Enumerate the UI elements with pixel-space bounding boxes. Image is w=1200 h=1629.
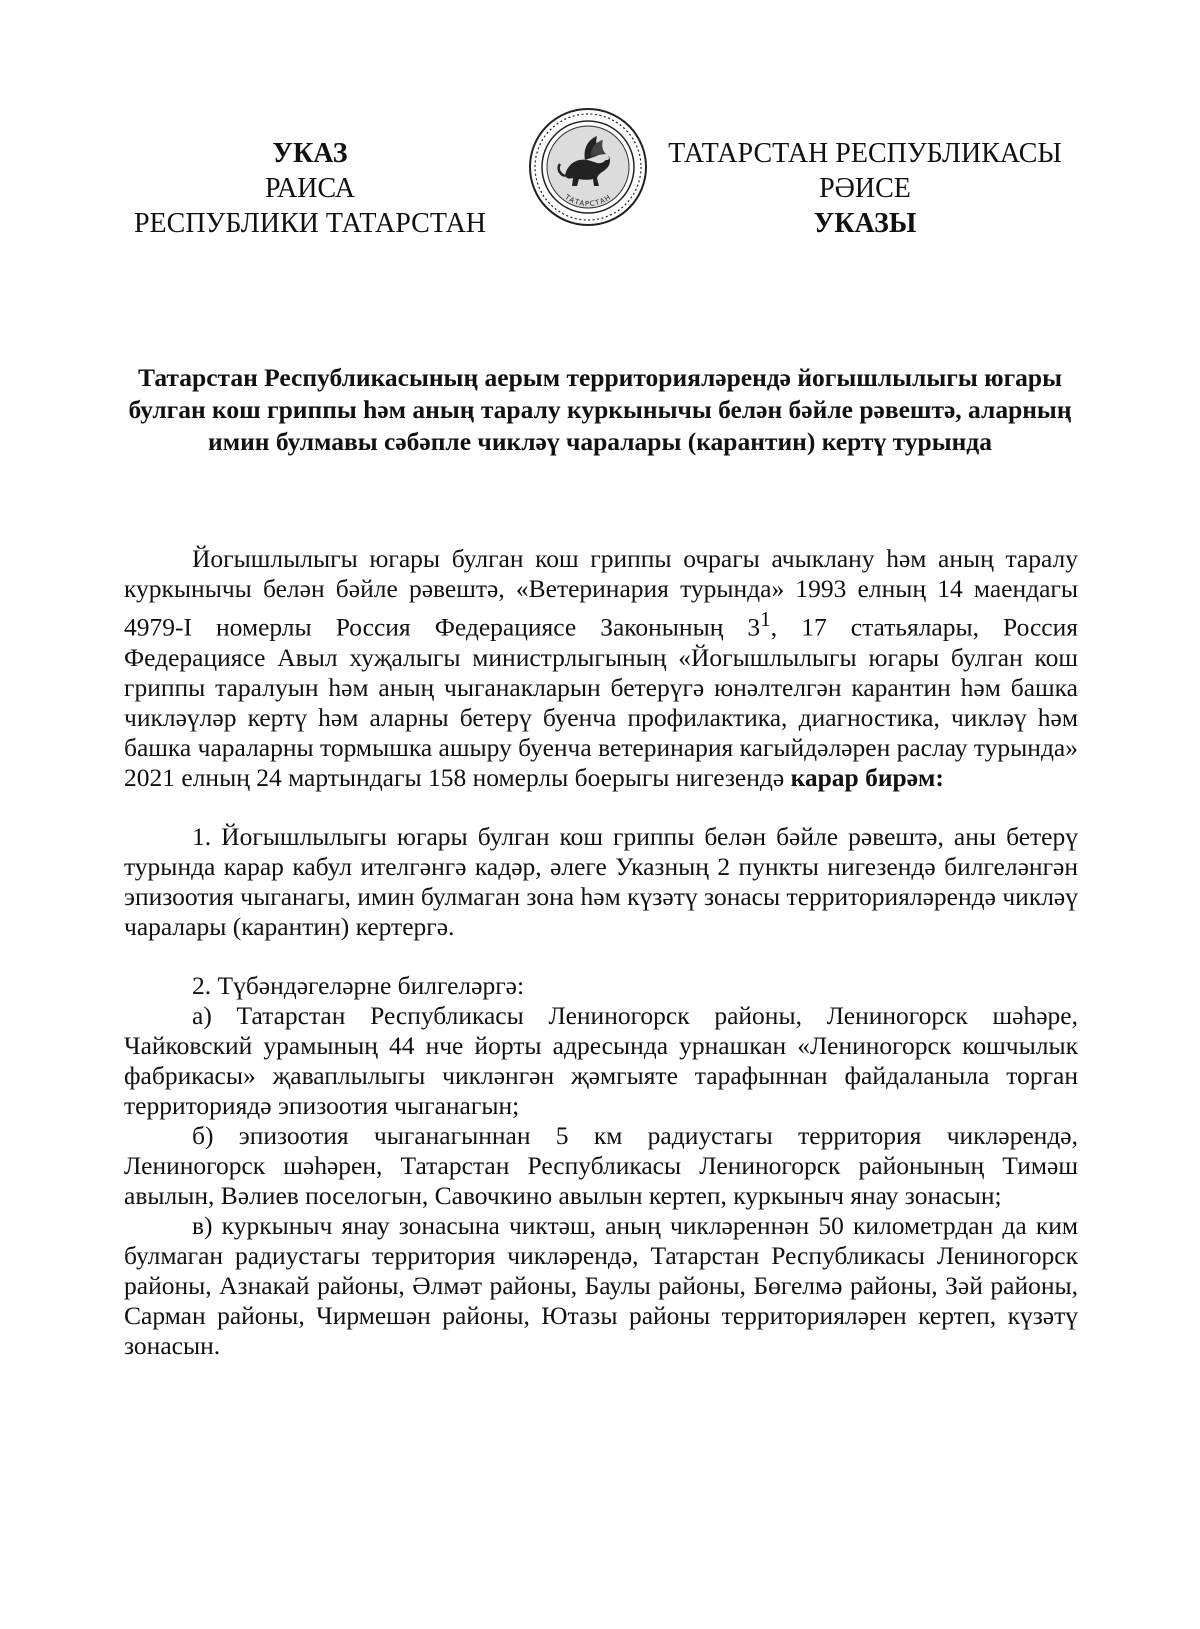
preamble-text-2: , 17 статьялары, Россия Федерациясе Авыл хуҗалыгы министрлыгының «Йогышлылыгы югары булган кош гриппы таралуын һәм аның чыганакларын бетерүгә юнәлтелгән карантин һәм башка чикләүләр кертү һәм аларны бетерү буенча профилактика, диагностика, чикләү һәм башка чараларны тормышка ашыру буенча ветеринария кагыйдәләрен раслау турында» 2021 елның 24 мартындагы 158 номерлы боерыгы нигезендә [124, 612, 1078, 792]
document-body [124, 544, 1078, 1361]
clause-2-a: а) Татарстан Республикасы Лениногорск районы, Лениногорск шәһәре, Чайковский урамының 44 нче йорты адресында урнашкан «Лениногорск кошчылык фабрикасы» җаваплылыгы чикләнгән җәмгыяте тарафыннан файдаланыла торган территориядә эпизоотия чыганагын; [124, 1000, 1078, 1120]
preamble-superscript: 1 [760, 607, 771, 631]
header-left-title: УКАЗ [272, 138, 348, 169]
clause-2: 2. Түбәндәгеләрне билгеләргә: [192, 970, 525, 1000]
header-right-block [655, 136, 1075, 241]
tatarstan-emblem-icon [527, 106, 649, 228]
clause-1: 1. Йогышлылыгы югары булган кош гриппы белән бәйле рәвештә, аны бетерү турында карар кабул ителгәнгә кадәр, әлеге Указның 2 пункты нигезендә билгеләнгән эпизоотия чыганагы, имин булмаган зона һәм күзәтү зонасы территорияләрендә чикләү чаралары (карантин) кертергә. [124, 821, 1078, 941]
header-right-line2: РӘИСЕ [819, 173, 911, 204]
clause-2-v: в) куркыныч янау зонасына чиктәш, аның чикләреннән 50 километрдан да ким булмаган радиустагы территория чикләрендә, Татарстан Республикасы Лениногорск районы, Азнакай районы, Әлмәт районы, Баулы районы, Бөгелмә районы, Зәй районы, Сарман районы, Чирмешән районы, Ютазы районы территорияләрен кертеп, күзәтү зонасын. [124, 1210, 1078, 1360]
document-title: Татарстан Республикасының аерым территорияләрендә йогышлылыгы югары булган кош гриппы һәм аның таралу куркынычы белән бәйле рәвештә, аларның имин булмавы сәбәпле чикләү чаралары (карантин) кертү турында [128, 363, 1072, 456]
header-left-line2: РАИСА [265, 173, 355, 204]
preamble-paragraph [124, 544, 1078, 793]
header-right-line1: ТАТАРСТАН РЕСПУБЛИКАСЫ [668, 138, 1062, 169]
decree-phrase: карар бирәм: [790, 762, 944, 792]
emblem-text: ТАТАРСТАН [563, 193, 613, 209]
header-left-block [100, 136, 520, 241]
header-left-line3: РЕСПУБЛИКИ ТАТАРСТАН [133, 208, 487, 239]
header-right-title: УКАЗЫ [813, 208, 917, 239]
clause-2-b: б) эпизоотия чыганагыннан 5 км радиустагы территория чикләрендә, Лениногорск шәһәрен, Татарстан Республикасы Лениногорск районының Тимәш авылын, Вәлиев поселогын, Савочкино авылын кертеп, куркыныч янау зонасын; [124, 1120, 1078, 1210]
preamble-text-1: Йогышлылыгы югары булган кош гриппы очрагы ачыклану һәм аның таралу куркынычы белән бәйле рәвештә, «Ветеринария турында» 1993 елның 14 маендагы 4979-I номерлы Россия Федерациясе Законының 3 [124, 544, 1078, 642]
